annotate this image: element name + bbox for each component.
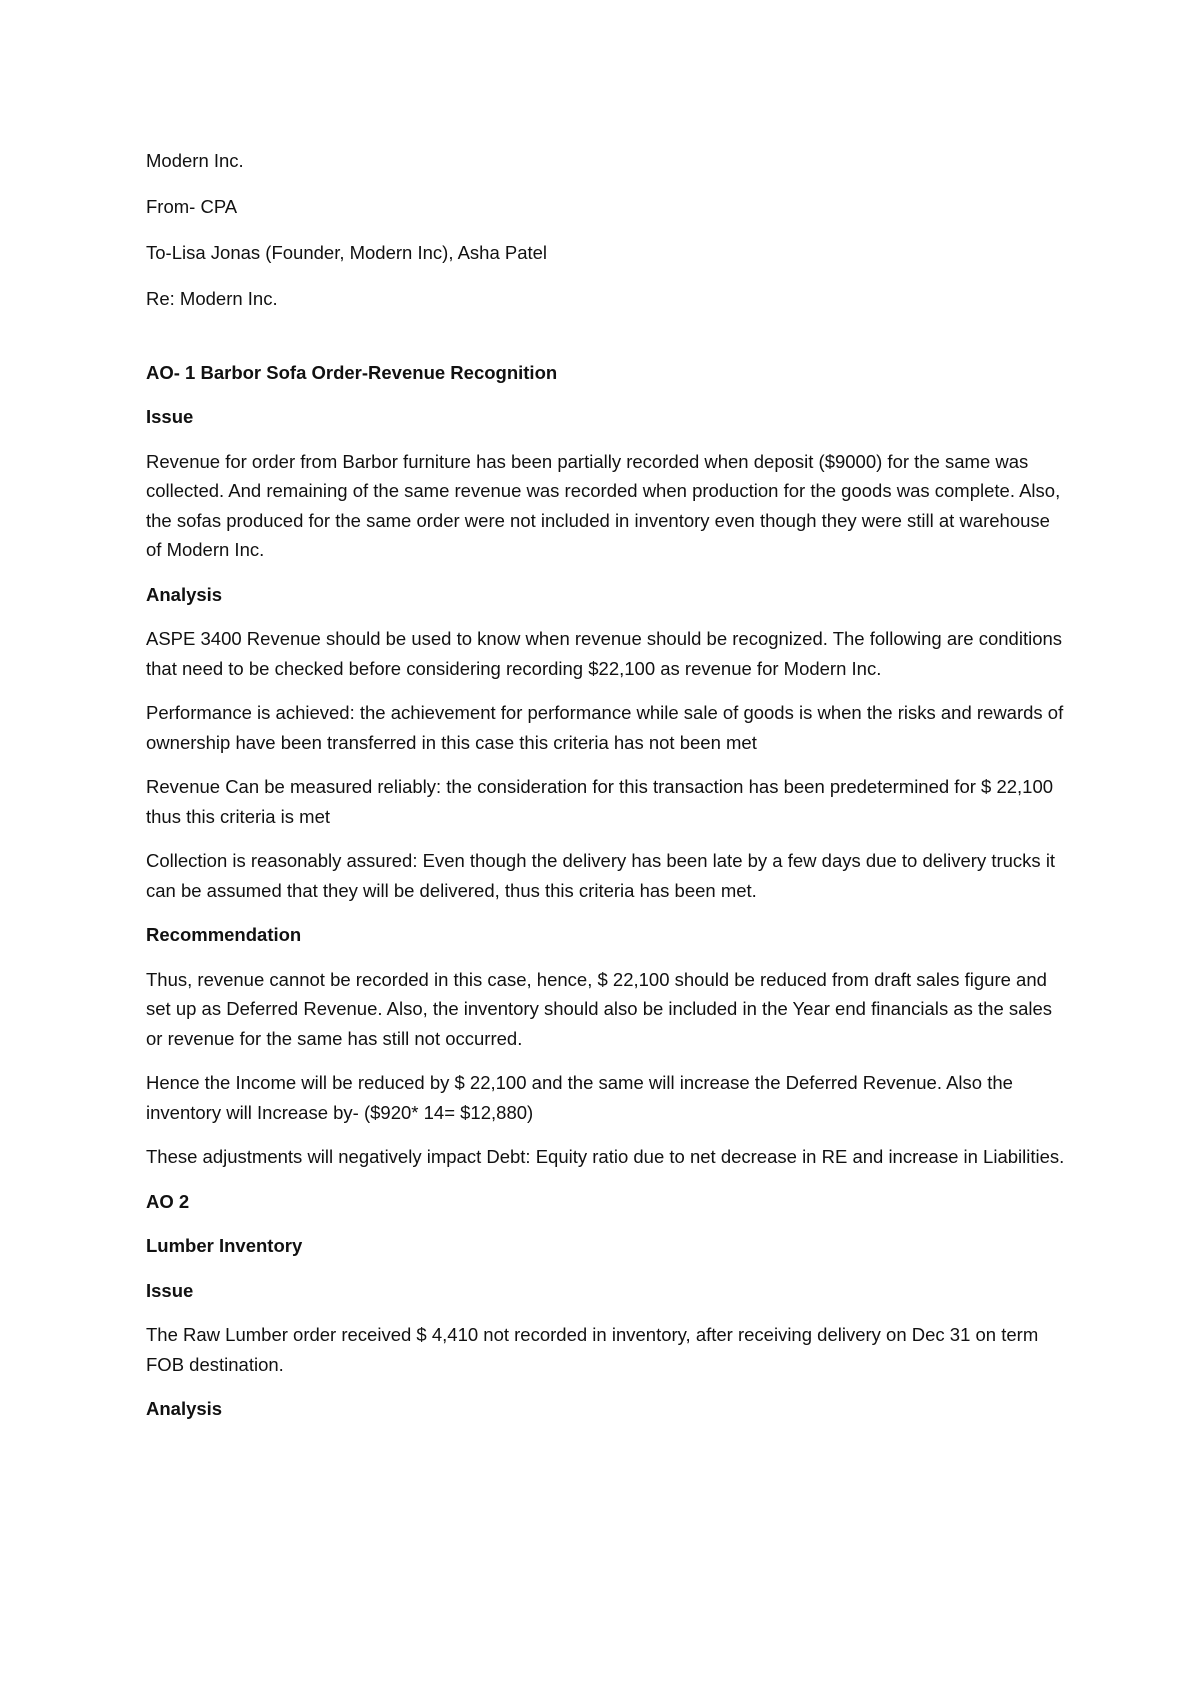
- ao1-recommendation-paragraph: These adjustments will negatively impact Debt: Equity ratio due to net decrease in RE and increase in Liabilities.: [146, 1146, 1065, 1167]
- ao1-issue-text: Revenue for order from Barbor furniture has been partially recorded when deposit ($9000) for the same was collected. And remaining of the same revenue was recorded when production for the goods was complete. Also, the sofas produced for the same order were not included in inventory even though they were still at warehouse of Modern Inc.: [146, 450, 1061, 560]
- ao1-recommendation-heading: Recommendation: [146, 924, 302, 945]
- memo-re: Re: Modern Inc.: [146, 288, 278, 309]
- ao1-criterion-measurement: Revenue Can be measured reliably: the consideration for this transaction has been predetermined for $ 22,100 thus this criteria is met: [146, 776, 1054, 827]
- ao1-recommendation-paragraph: Hence the Income will be reduced by $ 22,100 and the same will increase the Deferred Revenue. Also the inventory will Increase by- ($920* 14= $12,880): [146, 1072, 1013, 1123]
- ao1-recommendation-paragraph: Thus, revenue cannot be recorded in this case, hence, $ 22,100 should be reduced from draft sales figure and set up as Deferred Revenue. Also, the inventory should also be included in the Year end financials as the sales or revenue for the same has still not occurred.: [146, 968, 1053, 1049]
- memo-from: From- CPA: [146, 196, 238, 217]
- ao2-issue-text: The Raw Lumber order received $ 4,410 not recorded in inventory, after receiving delivery on Dec 31 on term FOB destination.: [146, 1324, 1039, 1375]
- ao1-criterion-performance: Performance is achieved: the achievement for performance while sale of goods is when the risks and rewards of ownership have been transferred in this case this criteria has not been met: [146, 702, 1064, 753]
- ao1-title: AO- 1 Barbor Sofa Order-Revenue Recognition: [146, 361, 558, 383]
- ao1-criterion-collection: Collection is reasonably assured: Even though the delivery has been late by a few days due to delivery trucks it can be assumed that they will be delivered, thus this criteria has been met.: [146, 850, 1056, 901]
- ao1-issue-heading: Issue: [146, 406, 194, 427]
- memo-to: To-Lisa Jonas (Founder, Modern Inc), Asha Patel: [146, 242, 548, 263]
- ao1-analysis-heading: Analysis: [146, 583, 223, 605]
- ao1-analysis-intro: ASPE 3400 Revenue should be used to know when revenue should be recognized. The following are conditions that need to be checked before considering recording $22,100 as revenue for Modern Inc.: [146, 628, 1063, 679]
- memo-body: [146, 146, 1066, 1439]
- ao2-analysis-heading: Analysis: [146, 1398, 223, 1419]
- ao2-issue-heading: Issue: [146, 1279, 194, 1301]
- memo-company: Modern Inc.: [146, 150, 244, 171]
- ao2-title: AO 2: [146, 1190, 190, 1212]
- ao2-subtitle: Lumber Inventory: [146, 1235, 303, 1256]
